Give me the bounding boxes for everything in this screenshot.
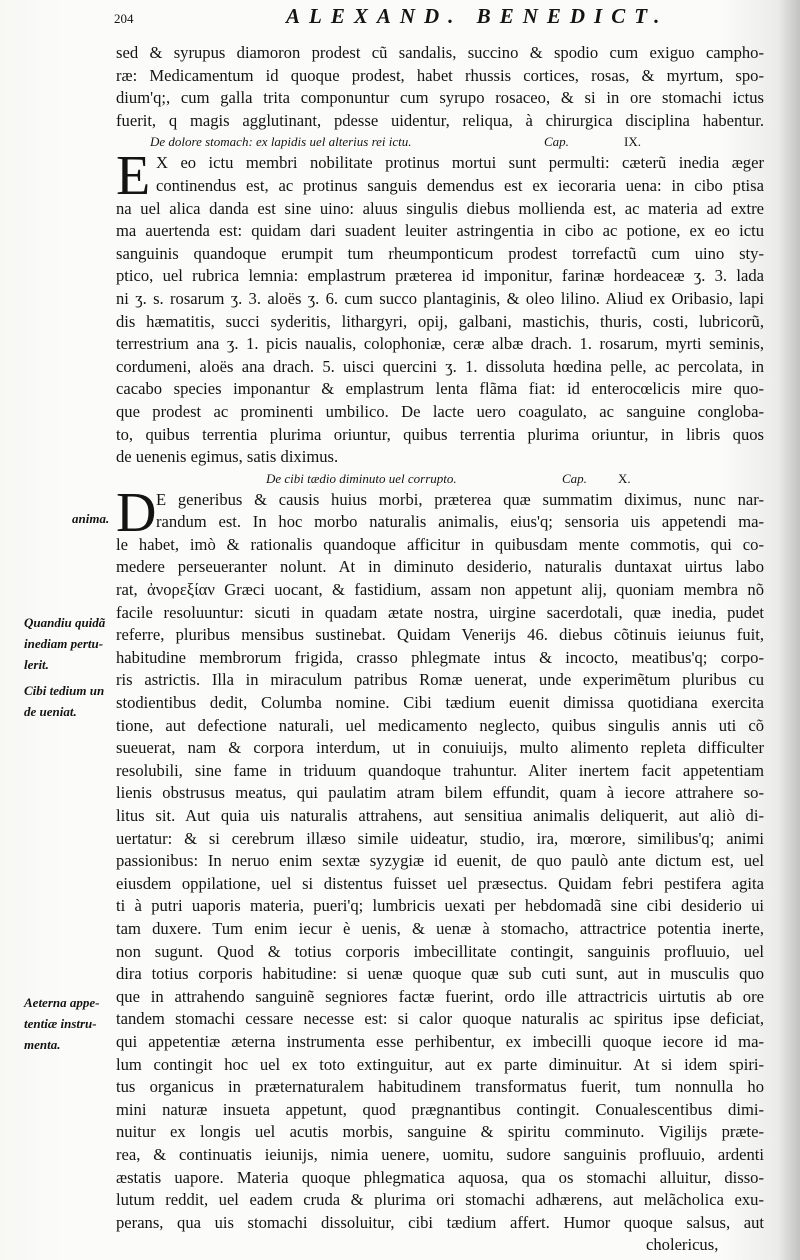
margin-note-line: tentiæ instru- xyxy=(24,1016,97,1031)
text-line: resolubili, sine fame in triduum quandoque trahuntur. Aliter inertem facit appetentiam xyxy=(116,760,764,780)
text-line: eiusdem oppilatione, uel si distentus fuisset uel præsectus. Quidam febri pestifera agita xyxy=(116,873,764,893)
text-line: rat, ἀνορεξίαν Græci uocant, & fastidium, assam non appetunt alij, quoniam membra nõ xyxy=(116,580,764,600)
catchword: cholericus, xyxy=(646,1235,719,1255)
text-line: tus organicus in præternaturalem habitudinem transformatus fuerit, tum nonnulla ho xyxy=(116,1077,764,1097)
text-line: non sugunt. Quod & totius corporis imbecillitate contingit, sanguinis profluuio, uel xyxy=(116,941,764,961)
chapter-heading-10 xyxy=(116,469,764,489)
drop-cap: E xyxy=(116,145,151,208)
text-line: tione, aut defectione naturali, uel medicamento neglecto, quibus singulis annis uti cõ xyxy=(116,715,764,735)
text-line: sanguinis quandoque erumpit tum rheumponticum prodest torrefactũ cum uino sty- xyxy=(116,243,764,263)
text-line: tandem stomachi cessare necesse est: si calor quoque naturalis ac spiritus ipse deficiat, xyxy=(116,1009,764,1029)
margin-note-cibi xyxy=(24,680,104,722)
text-line: nuitur ex longis uel acutis morbis, sanguine & spiritu comminuto. Vigilijs præte- xyxy=(116,1122,764,1142)
text-line: medere perseueranter nolunt. At in diminuto desiderio, naturalis duntaxat uirtus labo xyxy=(116,557,764,577)
text-line: passionibus: In neruo enim sextæ syzygiæ id euenit, de quo paulò ante dictum est, uel xyxy=(116,851,764,871)
text-line: E generibus & causis huius morbi, præterea quæ summatim diximus, nunc nar- xyxy=(156,489,764,509)
text-line: continendus est, ac protinus sanguis demendus est ex iecoraria uena: in cibo ptisa xyxy=(156,175,764,195)
text-line: mini naturæ insueta appetunt, quod prægnantibus contingit. Conualescentibus dimi- xyxy=(116,1099,764,1119)
text-line: ti à putri uaporis materia, pueri'q; lumbricis uexati per hebdomadã sine cibi desiderio ui xyxy=(116,896,764,916)
text-line: de uenenis egimus, satis diximus. xyxy=(116,447,339,467)
text-line: ris astrictis. Illa in miraculum patribus Romæ uenerat, unde experimẽtum pluribus cu xyxy=(116,670,764,690)
intro-paragraph xyxy=(116,42,764,132)
text-line: ma auertenda est: quidam dari suadent leuiter astringentia in cibo ac potione, ex eo ictu xyxy=(116,221,764,241)
text-line: sed & syrupus diamoron prodest cũ sandalis, succino & spodio cum exiguo campho- xyxy=(116,43,764,62)
chapter-cap-label: Cap. xyxy=(562,470,587,486)
margin-note-line: menta. xyxy=(24,1037,61,1052)
margin-note-quandiu xyxy=(24,612,105,675)
text-line: randum est. In hoc morbo naturalis animalis, eius'q; sensoria uis appetendi ma- xyxy=(156,512,764,532)
margin-note-line: Aeterna appe- xyxy=(24,995,100,1010)
chapter-heading-9 xyxy=(116,132,764,152)
margin-note-line: Quandiu quidã xyxy=(24,615,106,630)
margin-note-line: Cibi tedium un xyxy=(24,683,105,698)
text-line: cacabo species imponantur & emplastrum lenta flãma fiat: id enterocœlicis mire quo- xyxy=(116,379,764,399)
page-number: 204 xyxy=(114,11,134,26)
text-line: rea, & continuatis ieiunijs, nimia uenere, uomitu, sudore sanguinis profluuio, ardenti xyxy=(116,1144,764,1164)
chapter-title: De dolore stomach: ex lapidis uel alterius rei ictu. xyxy=(150,134,412,150)
page-header xyxy=(110,4,790,32)
running-head: ALEXAND. BENEDICT. xyxy=(286,4,669,28)
text-line: que in attrahendo sanguinẽ segniores factæ fuerint, ordo ille attractricis uirtutis ab ore xyxy=(116,986,764,1006)
margin-note-line: lerit. xyxy=(24,657,49,672)
text-line: X eo ictu membri nobilitate protinus mortui sunt permulti: cæterũ inedia æger xyxy=(156,153,764,173)
text-line: lienis obstrusus meatus, qui paulatim atram bilem effundit, quam à iecore attrahere so- xyxy=(116,783,764,803)
body-text xyxy=(116,42,764,1257)
text-line: perans, qua uis stomachi dissoluitur, cibi tædium affert. Humor quoque salsus, aut xyxy=(116,1212,764,1232)
text-line: terrestrium ana ʒ. 1. picis naualis, colophoniæ, ceræ albæ drach. 1. rosarum, myrti seminis, xyxy=(116,334,764,354)
text-line: uertatur: & si cerebrum illæso simile uideatur, studio, ira, mœrore, similibus'q; animi xyxy=(116,828,764,848)
chapter-9-body xyxy=(116,145,764,468)
text-line: lutum reddit, uel eadem cruda & plurima ori stomachi adhærens, aut melãcholica exu- xyxy=(116,1190,764,1210)
text-line: sueuerat, nam & corpora interdum, ut in conuiuijs, multo alimento repleta difficulter xyxy=(116,738,764,758)
text-line: referre, pluribus mensibus sustinebat. Quidam Venerijs 46. diebus cõtinuis ieiunus fuit, xyxy=(116,625,764,645)
text-line: to, quibus terrentia plurima oriuntur, quibus terrentia plurima oriuntur, in libris quos xyxy=(116,424,764,444)
text-line: le habet, imò & rationalis quandoque afficitur in quibusdam mente commotis, qui co- xyxy=(116,534,764,554)
text-line: habitudine membrorum frigida, crasso phlegmate intus & incocto, meatibus'q; corpo- xyxy=(116,647,764,667)
text-line: ræ: Medicamentum id quoque prodest, habet rhussis cortices, rosas, & myrtum, spo- xyxy=(116,65,764,85)
chapter-cap-label: Cap. xyxy=(544,134,569,150)
text-line: litus sit. Aut quia uis naturalis attrahens, aut sensitiua animalis deliquerit, aut aliò di- xyxy=(116,806,764,825)
chapter-number: X. xyxy=(618,470,631,486)
margin-note-aeterna xyxy=(24,992,99,1055)
margin-note-line: de ueniat. xyxy=(24,704,77,719)
margin-note-line: anima. xyxy=(72,511,110,526)
text-line: tam duxere. Tum enim iecur è uenis, & uenæ à stomacho, attractrice potentia inerte, xyxy=(116,918,764,938)
text-line: lum contingit hoc uel ex toto extinguitur, aut ex parte diminuitur. At si idem spiri- xyxy=(116,1054,764,1074)
margin-note-anima xyxy=(72,508,109,529)
text-line: cordumeni, aloës ana drach. 5. uisci quercini ʒ. 1. dissoluta hœdina pelle, ac percolata, in xyxy=(116,356,764,376)
text-line: dium'q;, cum galla trita componuntur cum syrupo rosaceo, & si in ore stomachi ictus xyxy=(116,88,764,108)
chapter-number: IX. xyxy=(624,134,641,150)
text-line: dis hæmatitis, succi syderitis, lithargyri, opij, galbani, mastichis, thuris, costi, lubricorũ, xyxy=(116,311,764,331)
text-line: stodientibus dedit, Columba nomine. Cibi tædium euenit dimissa quotidiana exercita xyxy=(116,693,764,713)
text-line: ni ʒ. s. rosarum ʒ. 3. aloës ʒ. 6. cum succo plantaginis, & oleo lilino. Aliud ex Oribasio, lapi xyxy=(116,288,764,308)
chapter-title: De cibi tædio diminuto uel corrupto. xyxy=(266,470,457,486)
text-line: ptico, uel rubrica lemnia: emplastrum præterea id imponitur, farinæ hordeaceæ ʒ. 3. lada xyxy=(116,266,764,286)
page-edge-shadow xyxy=(778,0,800,1260)
margin-note-line: inediam pertu- xyxy=(24,636,104,651)
text-line: que prodest ac prominenti umbilico. De lacte uero coagulato, ac sanguine congloba- xyxy=(116,401,764,421)
text-line: qui appetentiæ æterna instrumenta esse perhibentur, ex imbecilli quoque iecore id ma- xyxy=(116,1031,764,1051)
drop-cap: D xyxy=(116,481,157,544)
text-line: fuerit, q magis agglutinant, pdesse uidentur, reliqua, à chirurgica disciplina habentur. xyxy=(116,110,764,130)
text-line: dira totius corporis habitudine: si uenæ quoque quæ sub cuti sunt, aut in musculis quo xyxy=(116,964,764,984)
text-line: æstatis uapore. Materia quoque phlegmatica aquosa, qua os stomachi alluitur, disso- xyxy=(116,1167,764,1187)
text-line: na uel alica danda est sine uino: aluus singulis diebus mollienda est, ac materia ad extre xyxy=(116,198,764,218)
chapter-10-body xyxy=(116,481,764,1257)
text-line: facile resoluuntur: sicuti in quadam ætate nostra, uirgine sacerdotali, quæ inedia, pudet xyxy=(116,602,764,622)
